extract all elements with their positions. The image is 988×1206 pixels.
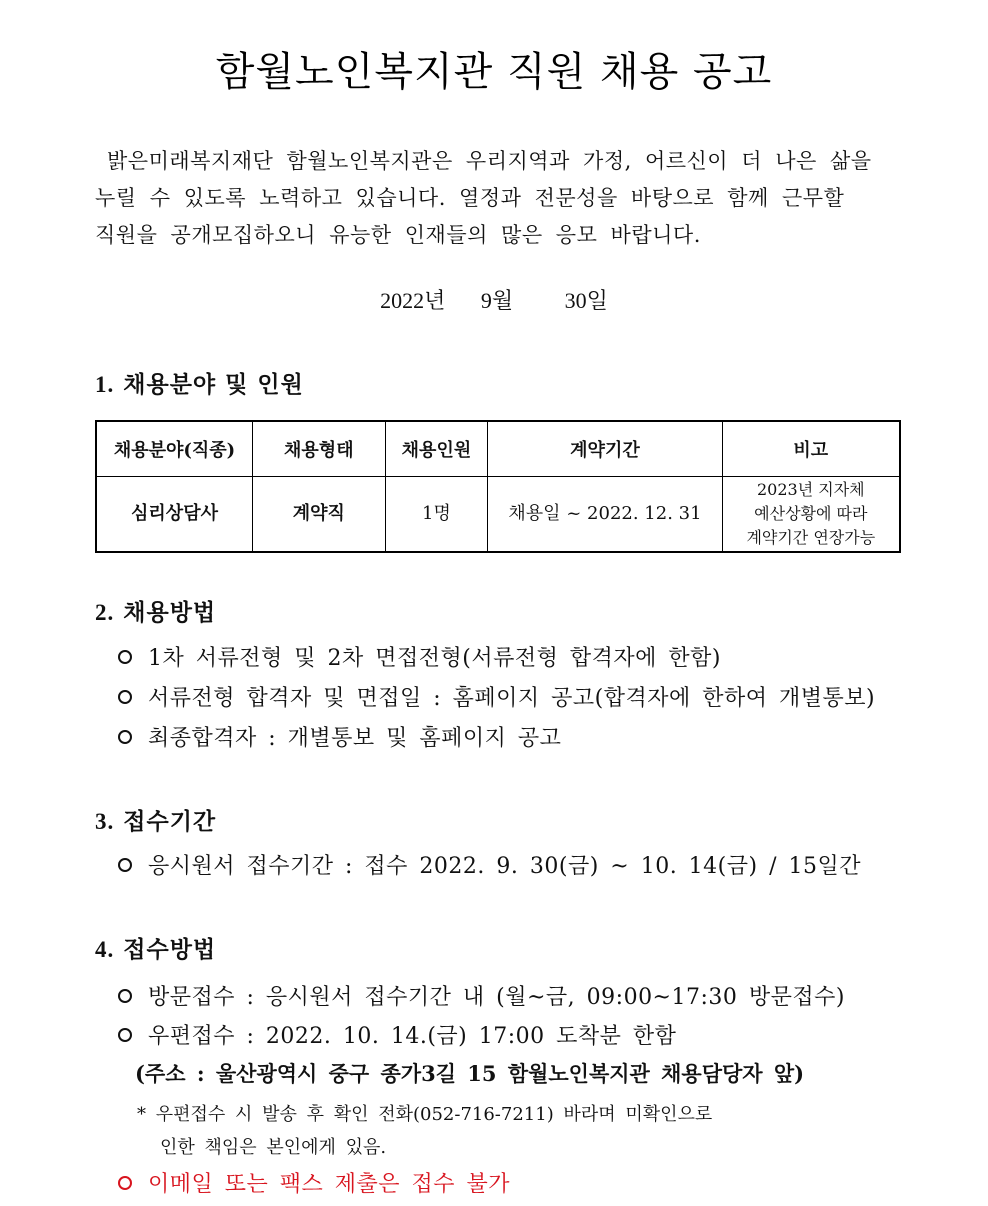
postal-note-line: * 우편접수 시 발송 후 확인 전화(052-716-7211) 바라며 미확인으로 — [137, 1104, 713, 1125]
cell-field: 심리상담사 — [96, 477, 253, 553]
page-title: 함월노인복지관 직원 채용 공고 — [215, 49, 773, 95]
bullet-text: 응시원서 접수기간 : 접수 2022. 9. 30(금) ~ 10. 14(금) / 15일간 — [148, 854, 861, 879]
announcement-date — [0, 284, 988, 315]
warning-item — [118, 1167, 510, 1198]
circle-bullet-icon — [118, 1176, 132, 1190]
circle-bullet-icon — [118, 690, 132, 704]
section-heading-2 — [95, 594, 216, 627]
intro-line: 누릴 수 있도록 노력하고 있습니다. 열정과 전문성을 바탕으로 함께 근무할 — [95, 186, 845, 210]
section-number: 4. — [95, 937, 115, 962]
header-count: 채용인원 — [385, 421, 488, 477]
section-number: 1. — [95, 372, 115, 397]
cell-note — [722, 477, 900, 553]
note-line: 2023년 지자체 — [756, 480, 865, 499]
bullet-text: 우편접수 : 2022. 10. 14.(금) 17:00 도착분 한함 — [148, 1024, 677, 1049]
bullet-item — [118, 681, 875, 712]
bullet-item — [118, 721, 561, 752]
bullet-item — [118, 849, 861, 880]
header-note: 비고 — [722, 421, 900, 477]
table-header-row — [96, 421, 900, 477]
table-row — [96, 477, 900, 553]
date-day: 30일 — [564, 288, 608, 313]
intro-line: 밝은미래복지재단 함월노인복지관은 우리지역과 가정, 어르신이 더 나은 삶을 — [107, 149, 872, 173]
date-year: 2022년 — [380, 288, 446, 313]
header-field: 채용분야(직종) — [96, 421, 253, 477]
bullet-item — [118, 980, 845, 1011]
section-title: 접수방법 — [123, 936, 217, 963]
header-period: 계약기간 — [488, 421, 722, 477]
bullet-item — [118, 641, 721, 672]
bullet-item — [118, 1019, 676, 1050]
section-number: 3. — [95, 809, 115, 834]
cell-period: 채용일 ~ 2022. 12. 31 — [488, 477, 722, 553]
warning-text: 이메일 또는 팩스 제출은 접수 불가 — [148, 1172, 510, 1197]
circle-bullet-icon — [118, 858, 132, 872]
circle-bullet-icon — [118, 989, 132, 1003]
circle-bullet-icon — [118, 1028, 132, 1042]
intro-paragraph — [95, 143, 905, 254]
cell-type: 계약직 — [253, 477, 386, 553]
section-number: 2. — [95, 600, 115, 625]
note-line: 예산상황에 따라 — [754, 504, 868, 523]
cell-count: 1명 — [385, 477, 488, 553]
bullet-text: 1차 서류전형 및 2차 면접전형(서류전형 합격자에 한함) — [148, 646, 721, 671]
section-heading-3 — [95, 803, 216, 836]
intro-line: 직원을 공개모집하오니 유능한 인재들의 많은 응모 바랍니다. — [95, 223, 701, 247]
bullet-text: 최종합격자 : 개별통보 및 홈페이지 공고 — [148, 726, 562, 751]
date-month: 9월 — [480, 288, 514, 313]
circle-bullet-icon — [118, 730, 132, 744]
note-line: 계약기간 연장가능 — [746, 528, 876, 547]
section-title: 채용방법 — [123, 599, 217, 626]
section-heading-4 — [95, 931, 216, 964]
postal-note-line: 인한 책임은 본인에게 있음. — [160, 1137, 387, 1158]
recruitment-table — [95, 420, 901, 553]
bullet-text: 방문접수 : 응시원서 접수기간 내 (월~금, 09:00~17:30 방문접수) — [148, 985, 845, 1010]
section-title: 채용분야 및 인원 — [123, 371, 304, 398]
section-heading-1 — [95, 366, 304, 399]
mailing-address: (주소 : 울산광역시 중구 종가3길 15 함월노인복지관 채용담당자 앞) — [135, 1061, 805, 1086]
header-type: 채용형태 — [253, 421, 386, 477]
bullet-text: 서류전형 합격자 및 면접일 : 홈페이지 공고(합격자에 한하여 개별통보) — [148, 686, 876, 711]
section-title: 접수기간 — [123, 808, 217, 835]
circle-bullet-icon — [118, 650, 132, 664]
